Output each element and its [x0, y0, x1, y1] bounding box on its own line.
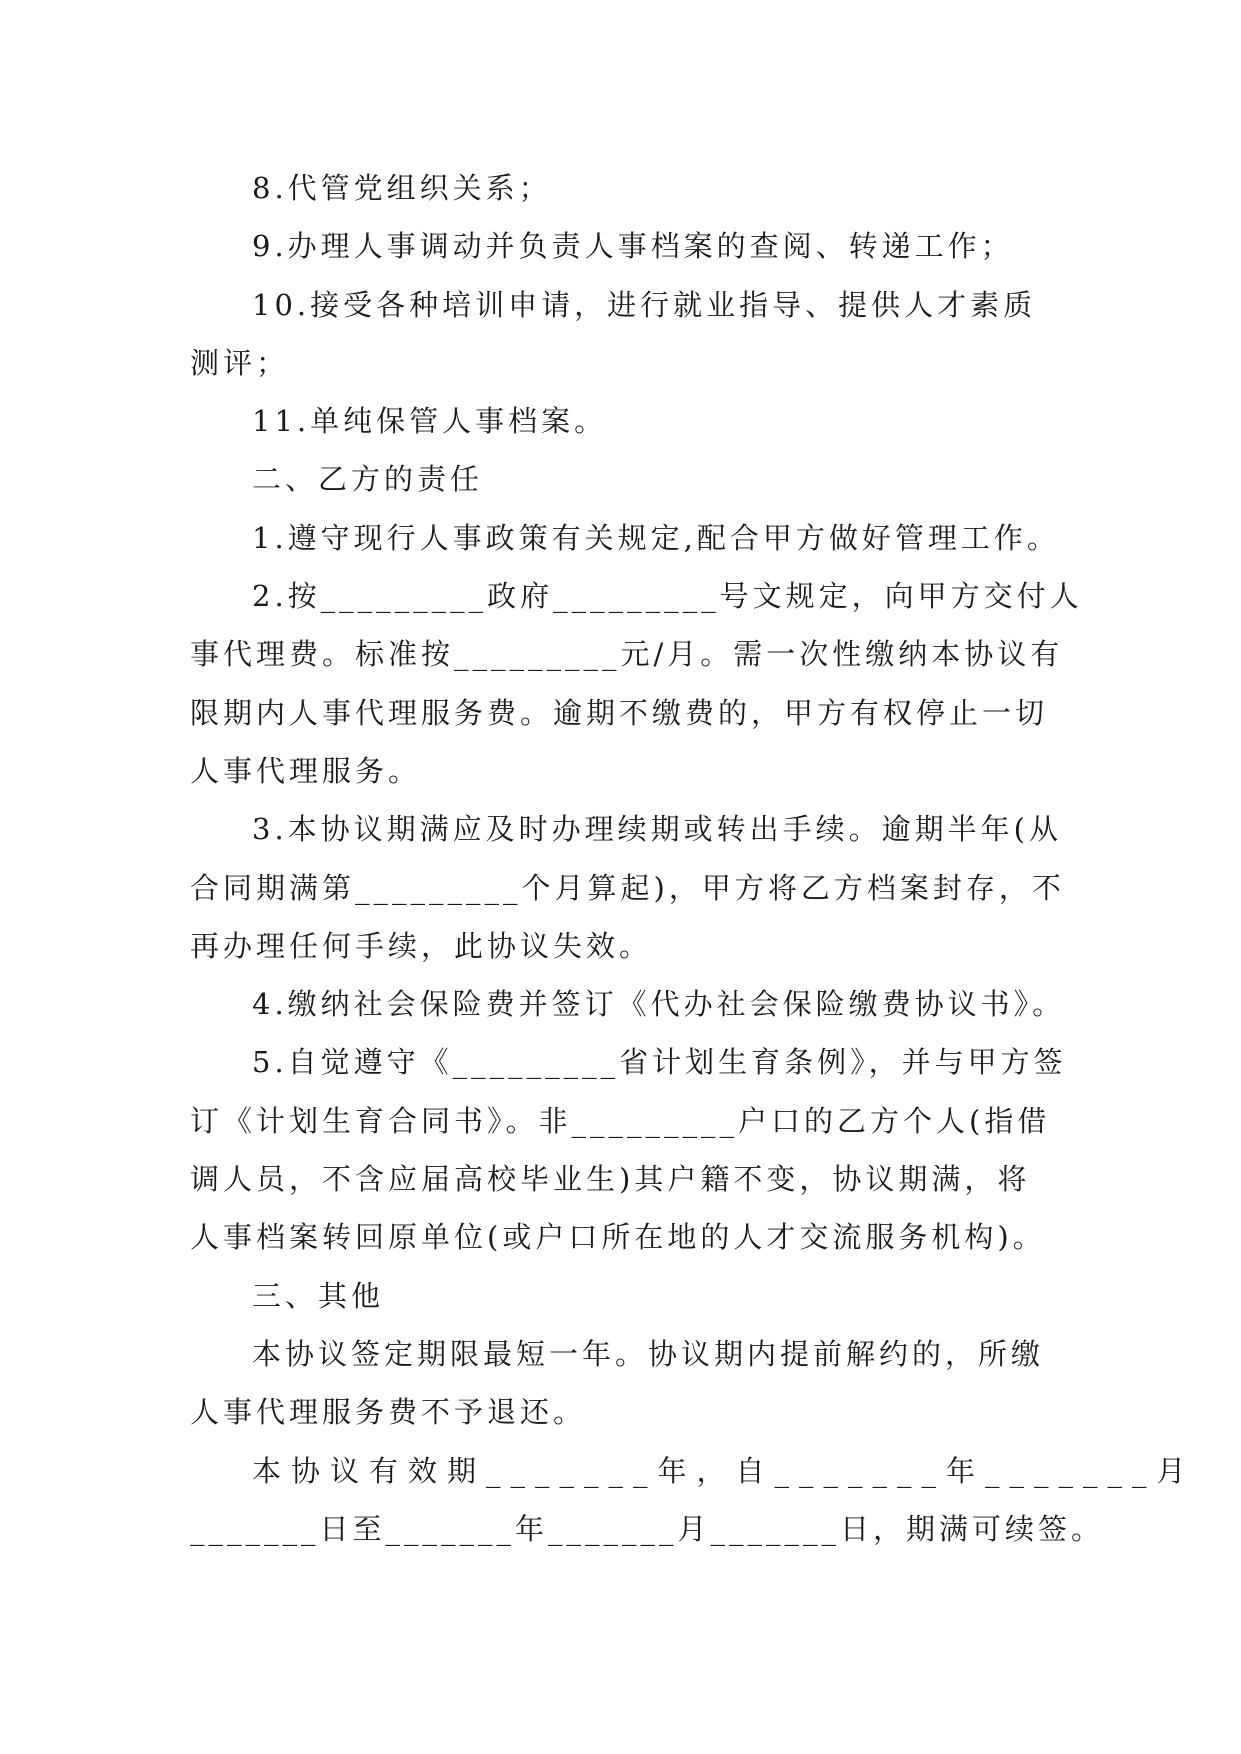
paragraph-line: 人事档案转回原单位(或户口所在地的人才交流服务机构)。: [190, 1220, 1046, 1255]
paragraph-line: 人事代理服务费不予退还。: [190, 1395, 587, 1430]
paragraph-line: 1.遵守现行人事政策有关规定,配合甲方做好管理工作。: [252, 520, 1060, 555]
paragraph-line: 11.单纯保管人事档案。: [252, 404, 608, 439]
section-heading: 三、其他: [252, 1278, 385, 1313]
paragraph-line: 2.按_________政府_________号文规定，向甲方交付人: [252, 579, 1083, 614]
paragraph-line: 再办理任何手续，此协议失效。: [190, 928, 653, 963]
document-body: [190, 159, 1196, 1558]
paragraph-line: 4.缴纳社会保险费并签订《代办社会保险缴费协议书》。: [252, 987, 1066, 1022]
paragraph-line: 10.接受各种培训申请，进行就业指导、提供人才素质: [252, 287, 1037, 322]
paragraph-line: 限期内人事代理服务费。逾期不缴费的，甲方有权停止一切: [190, 695, 1049, 730]
paragraph-line: _______日至_______年_______月_______日，期满可续签。: [190, 1511, 1105, 1546]
paragraph-line: 人事代理服务。: [190, 753, 422, 788]
paragraph-line: 本协议签定期限最短一年。协议期内提前解约的，所缴: [252, 1336, 1045, 1371]
paragraph-line: 合同期满第_________个月算起)，甲方将乙方档案封存，不: [190, 870, 1065, 905]
paragraph-line: 订《计划生育合同书》。非_________户口的乙方个人(指借: [190, 1103, 1051, 1138]
paragraph-line: 8.代管党组织关系；: [252, 171, 552, 205]
section-heading: 二、乙方的责任: [252, 462, 484, 497]
paragraph-line: 事代理费。标准按_________元/月。需一次性缴纳本协议有: [190, 637, 1064, 672]
paragraph-line: 3.本协议期满应及时办理续期或转出手续。逾期半年(从: [252, 812, 1062, 847]
paragraph-line: 测评；: [190, 345, 290, 380]
paragraph-line: 9.办理人事调动并负责人事档案的查阅、转递工作；: [252, 229, 1014, 264]
paragraph-line: 本协议有效期_______年，自_______年_______月: [252, 1453, 1196, 1488]
paragraph-line: 5.自觉遵守《_________省计划生育条例》，并与甲方签: [252, 1045, 1067, 1080]
paragraph-line: 调人员，不含应届高校毕业生)其户籍不变，协议期满，将: [190, 1162, 1031, 1197]
